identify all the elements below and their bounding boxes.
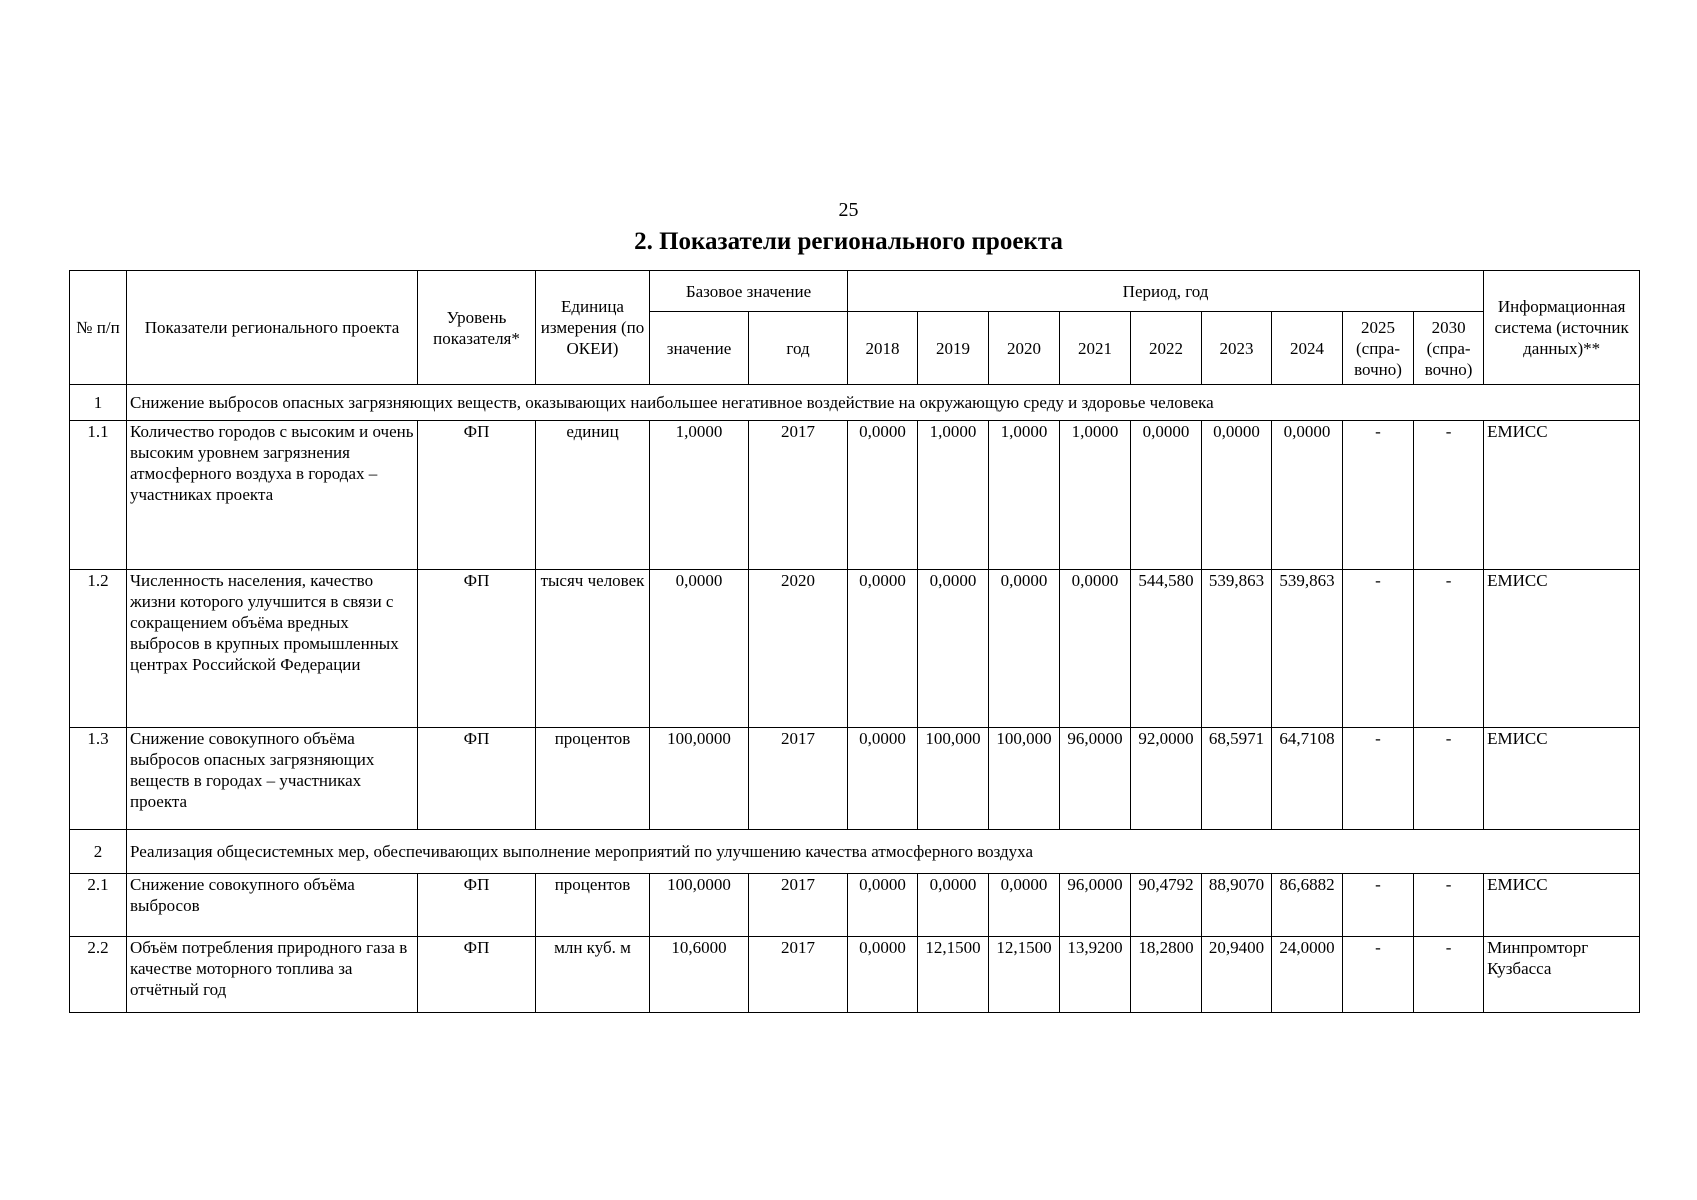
row-value-2023: 68,5971 <box>1202 728 1272 830</box>
row-unit: единиц <box>536 421 650 570</box>
header-num: № п/п <box>70 271 127 385</box>
row-level: ФП <box>418 570 536 728</box>
table-body <box>70 385 1640 1013</box>
row-value-2020: 100,000 <box>989 728 1060 830</box>
row-indicator-name <box>127 570 418 728</box>
header-year-2019: 2019 <box>918 312 989 385</box>
row-base-value: 100,0000 <box>650 874 749 937</box>
header-year-2025: 2025 (спра-вочно) <box>1343 312 1414 385</box>
row-value-2023: 20,9400 <box>1202 937 1272 1013</box>
row-value-2024: 86,6882 <box>1272 874 1343 937</box>
section-row <box>70 830 1640 874</box>
row-value-2018: 0,0000 <box>848 937 918 1013</box>
row-level: ФП <box>418 874 536 937</box>
table-row <box>70 570 1640 728</box>
row-base-value: 100,0000 <box>650 728 749 830</box>
row-level: ФП <box>418 421 536 570</box>
row-value-2022: 92,0000 <box>1131 728 1202 830</box>
row-value-2025: - <box>1343 874 1414 937</box>
row-indicator-name <box>127 937 418 1013</box>
row-value-2023: 88,9070 <box>1202 874 1272 937</box>
section-title: Снижение выбросов опасных загрязняющих веществ, оказывающих наибольшее негативное воздействие на окружающую среду и здоровье человека <box>127 385 1640 421</box>
table-row <box>70 728 1640 830</box>
row-system: ЕМИСС <box>1484 728 1640 830</box>
table-header <box>70 271 1640 385</box>
row-value-2021: 1,0000 <box>1060 421 1131 570</box>
row-value-2018: 0,0000 <box>848 728 918 830</box>
row-value-2025: - <box>1343 937 1414 1013</box>
row-value-2019: 0,0000 <box>918 874 989 937</box>
row-value-2023: 0,0000 <box>1202 421 1272 570</box>
row-indicator-name-text: Численность населения, качество жизни которого улучшится в связи с сокращением объёма вредных выбросов в крупных промышленных центрах Российской Федерации <box>130 571 399 674</box>
row-base-year: 2017 <box>749 937 848 1013</box>
section-num: 2 <box>70 830 127 874</box>
row-base-value: 0,0000 <box>650 570 749 728</box>
row-indicator-name-text: Объём потребления природного газа в качестве моторного топлива за отчётный год <box>130 938 408 999</box>
row-base-year: 2017 <box>749 874 848 937</box>
row-value-2019: 1,0000 <box>918 421 989 570</box>
row-system: Минпромторг Кузбасса <box>1484 937 1640 1013</box>
row-value-2025: - <box>1343 421 1414 570</box>
header-base-value: значение <box>650 312 749 385</box>
row-value-2019: 100,000 <box>918 728 989 830</box>
row-num: 2.2 <box>70 937 127 1013</box>
row-level: ФП <box>418 728 536 830</box>
row-num: 2.1 <box>70 874 127 937</box>
row-value-2022: 544,580 <box>1131 570 1202 728</box>
row-value-2025: - <box>1343 570 1414 728</box>
header-indicator: Показатели регионального проекта <box>127 271 418 385</box>
row-num: 1.1 <box>70 421 127 570</box>
row-value-2024: 24,0000 <box>1272 937 1343 1013</box>
row-value-2020: 12,1500 <box>989 937 1060 1013</box>
header-base: Базовое значение <box>650 271 848 312</box>
row-num: 1.3 <box>70 728 127 830</box>
header-level: Уровень показателя* <box>418 271 536 385</box>
row-unit: процентов <box>536 874 650 937</box>
header-unit: Единица измерения (по ОКЕИ) <box>536 271 650 385</box>
row-value-2019: 12,1500 <box>918 937 989 1013</box>
header-year-2020: 2020 <box>989 312 1060 385</box>
row-unit: тысяч человек <box>536 570 650 728</box>
header-year-2024: 2024 <box>1272 312 1343 385</box>
row-value-2022: 0,0000 <box>1131 421 1202 570</box>
row-value-2022: 18,2800 <box>1131 937 1202 1013</box>
row-value-2022: 90,4792 <box>1131 874 1202 937</box>
row-unit: млн куб. м <box>536 937 650 1013</box>
row-value-2019: 0,0000 <box>918 570 989 728</box>
row-value-2030: - <box>1414 570 1484 728</box>
section-row <box>70 385 1640 421</box>
row-num: 1.2 <box>70 570 127 728</box>
row-system: ЕМИСС <box>1484 874 1640 937</box>
row-value-2023: 539,863 <box>1202 570 1272 728</box>
row-indicator-name: Снижение совокупного объёма выбросов опасных загрязняющих веществ в городах – участниках проекта <box>127 728 418 830</box>
row-level: ФП <box>418 937 536 1013</box>
indicators-table <box>69 270 1640 1013</box>
row-value-2018: 0,0000 <box>848 874 918 937</box>
row-value-2021: 96,0000 <box>1060 728 1131 830</box>
row-value-2024: 0,0000 <box>1272 421 1343 570</box>
row-value-2020: 1,0000 <box>989 421 1060 570</box>
header-year-2021: 2021 <box>1060 312 1131 385</box>
row-value-2030: - <box>1414 421 1484 570</box>
row-value-2024: 64,7108 <box>1272 728 1343 830</box>
row-value-2024: 539,863 <box>1272 570 1343 728</box>
row-value-2018: 0,0000 <box>848 570 918 728</box>
row-base-value: 10,6000 <box>650 937 749 1013</box>
header-year-2018: 2018 <box>848 312 918 385</box>
row-value-2025: - <box>1343 728 1414 830</box>
table-row <box>70 937 1640 1013</box>
row-base-year: 2017 <box>749 728 848 830</box>
header-base-year: год <box>749 312 848 385</box>
row-value-2018: 0,0000 <box>848 421 918 570</box>
row-indicator-name: Количество городов с высоким и очень высоким уровнем загрязнения атмосферного воздуха в городах – участниках проекта <box>127 421 418 570</box>
section-title: Реализация общесистемных мер, обеспечивающих выполнение мероприятий по улучшению качества атмосферного воздуха <box>127 830 1640 874</box>
section-num: 1 <box>70 385 127 421</box>
row-system: ЕМИСС <box>1484 570 1640 728</box>
row-value-2021: 13,9200 <box>1060 937 1131 1013</box>
header-system: Информационная система (источник данных)** <box>1484 271 1640 385</box>
row-unit: процентов <box>536 728 650 830</box>
row-base-year: 2020 <box>749 570 848 728</box>
row-value-2020: 0,0000 <box>989 570 1060 728</box>
header-year-2022: 2022 <box>1131 312 1202 385</box>
header-year-2030: 2030 (спра-вочно) <box>1414 312 1484 385</box>
row-value-2021: 96,0000 <box>1060 874 1131 937</box>
page-title: 2. Показатели регионального проекта <box>634 228 1063 255</box>
row-value-2030: - <box>1414 728 1484 830</box>
table-row <box>70 421 1640 570</box>
table-row <box>70 874 1640 937</box>
row-value-2030: - <box>1414 874 1484 937</box>
row-base-year: 2017 <box>749 421 848 570</box>
page-number: 25 <box>838 199 859 221</box>
row-indicator-name: Снижение совокупного объёма выбросов <box>127 874 418 937</box>
row-value-2020: 0,0000 <box>989 874 1060 937</box>
header-period: Период, год <box>848 271 1484 312</box>
row-system: ЕМИСС <box>1484 421 1640 570</box>
row-value-2021: 0,0000 <box>1060 570 1131 728</box>
row-value-2030: - <box>1414 937 1484 1013</box>
header-year-2023: 2023 <box>1202 312 1272 385</box>
row-base-value: 1,0000 <box>650 421 749 570</box>
